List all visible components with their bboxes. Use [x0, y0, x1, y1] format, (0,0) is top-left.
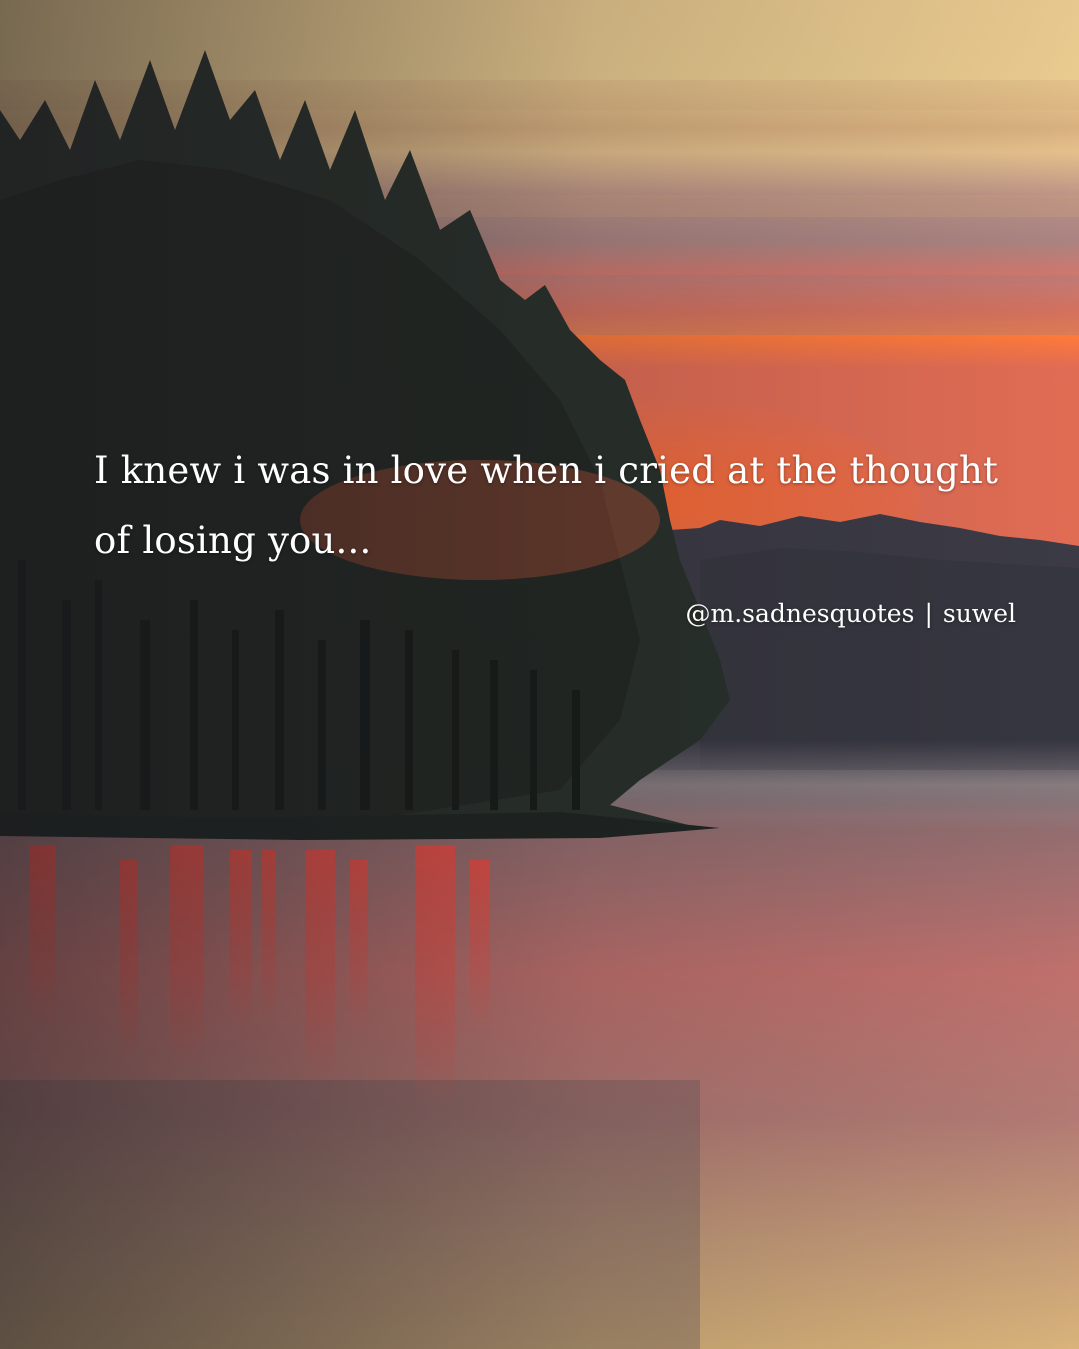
credit-line — [685, 596, 1016, 632]
quote-text: I knew i was in love when i cried at the thought of losing you... — [94, 449, 999, 562]
credit-separator: | — [924, 599, 933, 628]
credit-author: suwel — [942, 599, 1016, 628]
credit-handle: @m.sadnesquotes — [685, 599, 915, 628]
